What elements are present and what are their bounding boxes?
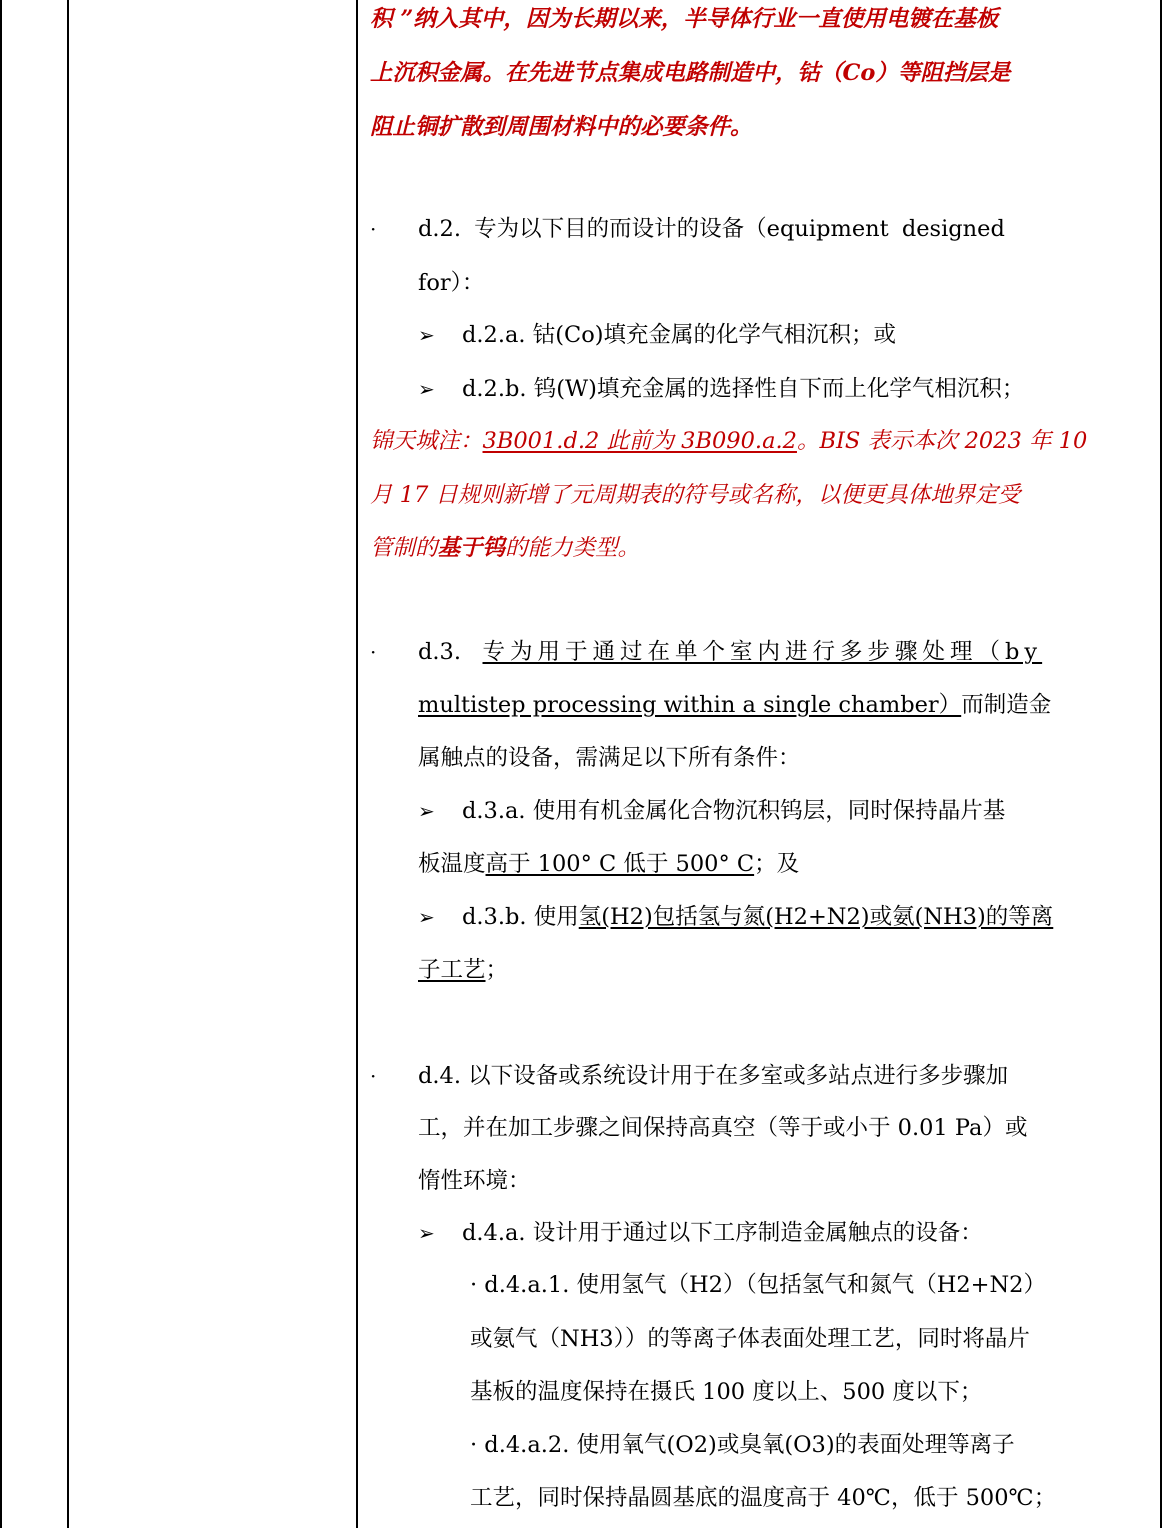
- note-d2-line1: [370, 426, 1087, 456]
- table-border-left: [0, 0, 2, 1528]
- d4-heading-line1: d.4. 以下设备或系统设计用于在多室或多站点进行多步骤加: [418, 1063, 1009, 1089]
- d3-item-b-line2: [418, 955, 508, 985]
- d2-item-b: [418, 374, 1024, 404]
- d3-b-l2b: ；: [485, 957, 509, 983]
- note-d2-l3c: 的能力类型。: [505, 535, 641, 561]
- d3-item-a-line1: [418, 796, 1005, 826]
- d3-b-l2a: 子工艺: [418, 957, 486, 983]
- note-d2-line3: [370, 533, 640, 563]
- note-d2-line2: 月 17 日规则新增了元周期表的符号或名称，以便更具体地界定受: [370, 482, 1021, 508]
- note-top-line2: 上沉积金属。在先进节点集成电路制造中，钴（Co）等阻挡层是: [370, 60, 1011, 86]
- d3-heading-english: multistep processing within a single chamber）: [418, 692, 962, 718]
- note-top-line3: 阻止铜扩散到周围材料中的必要条件。: [370, 114, 753, 140]
- note-d2-rest: 。BIS 表示本次 2023 年 10: [796, 428, 1088, 454]
- d2-item-b-text: d.2.b. 钨(W)填充金属的选择性自下而上化学气相沉积；: [462, 376, 1025, 402]
- note-d2-prefix: 锦天城注：: [370, 428, 483, 454]
- note-d2-l3a: 管制的: [370, 535, 438, 561]
- d4-heading-line3: 惰性环境：: [418, 1168, 531, 1194]
- d4-item-a-text: d.4.a. 设计用于通过以下工序制造金属触点的设备：: [462, 1220, 983, 1246]
- table-border-right: [1160, 0, 1162, 1528]
- note-top-line1: [370, 4, 998, 34]
- arrow-icon: ➢: [418, 323, 435, 347]
- d3-label: d.3.: [418, 639, 462, 665]
- note-top-bold: 电镀在基板: [885, 6, 999, 32]
- d3-heading-underlined: 专为用于通过在单个室内进行多步骤处理（by: [482, 639, 1043, 665]
- note-d2-ref: 3B001.d.2 此前为 3B090.a.2: [482, 428, 797, 454]
- table-border-col2: [356, 0, 358, 1528]
- d4-a1-line1: · d.4.a.1. 使用氢气（H2）（包括氢气和氮气（H2+N2）: [470, 1272, 1046, 1298]
- d3-a-l2c: ；及: [754, 851, 800, 877]
- d3-heading-line2: [418, 690, 1051, 720]
- d3-b-l1a: d.3.b. 使用: [462, 904, 579, 930]
- d4-bullet: ·: [370, 1064, 377, 1088]
- arrow-icon: ➢: [418, 1221, 435, 1245]
- d2-item-a-text: d.2.a. 钴(Co)填充金属的化学气相沉积；或: [462, 322, 897, 348]
- table-border-col1: [67, 0, 69, 1528]
- d3-heading-line3: 属触点的设备，需满足以下所有条件：: [418, 745, 801, 771]
- note-d2-l3b: 基于钨: [437, 535, 506, 561]
- d4-a2-line1: · d.4.a.2. 使用氧气(O2)或臭氧(O3)的表面处理等离子: [470, 1432, 1015, 1458]
- arrow-icon: ➢: [418, 377, 435, 401]
- d3-item-a-text: d.3.a. 使用有机金属化合物沉积钨层，同时保持晶片基: [462, 798, 1006, 824]
- d3-item-a-line2: [418, 849, 799, 879]
- arrow-icon: ➢: [418, 799, 435, 823]
- d4-heading-line2: 工，并在加工步骤之间保持高真空（等于或小于 0.01 Pa）或: [418, 1115, 1028, 1141]
- d3-a-l2b: 高于 100° C 低于 500° C: [485, 851, 755, 877]
- d2-item-a: [418, 320, 896, 350]
- d4-item-a: [418, 1218, 983, 1248]
- d3-item-b-line1: [418, 902, 1053, 932]
- d4-a1-line2: 或氨气（NH3））的等离子体表面处理工艺，同时将晶片: [470, 1326, 1030, 1352]
- arrow-icon: ➢: [418, 905, 435, 929]
- d2-heading-line2: for）：: [418, 270, 485, 296]
- d3-bullet: ·: [370, 640, 377, 664]
- note-top-text: 积 ”纳入其中，因为长期以来，半导体行业一直使用: [370, 6, 886, 32]
- d3-heading-line1: [418, 637, 1146, 667]
- d4-a2-line2: 工艺，同时保持晶圆基底的温度高于 40℃，低于 500℃；: [470, 1485, 1057, 1511]
- d2-heading-line1: d.2. 专为以下目的而设计的设备（equipment designed: [418, 216, 1005, 242]
- d3-heading-rest: 而制造金: [961, 692, 1052, 718]
- d4-a1-line3: 基板的温度保持在摄氏 100 度以上、500 度以下；: [470, 1379, 983, 1405]
- d3-b-l1b: 氢(H2)包括氢与氮(H2+N2)或氨(NH3)的等离: [578, 904, 1054, 930]
- d3-a-l2a: 板温度: [418, 851, 486, 877]
- d2-bullet: ·: [370, 217, 377, 241]
